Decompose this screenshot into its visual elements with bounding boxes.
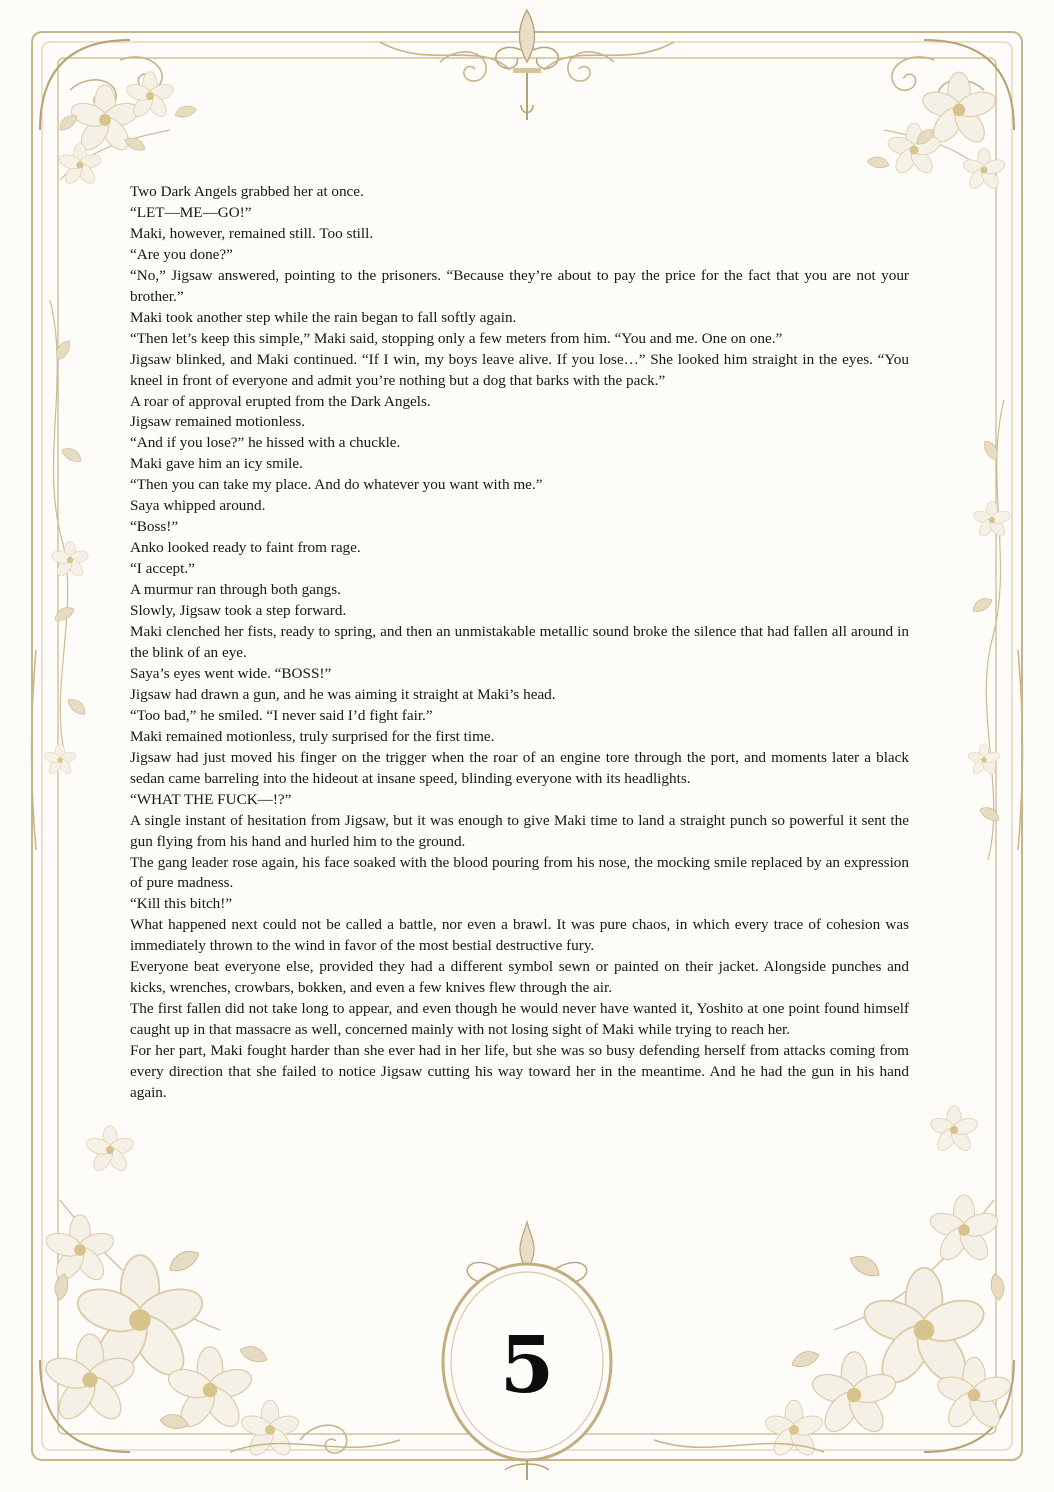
paragraph: “WHAT THE FUCK—!?” [130, 790, 292, 808]
paragraph: “I accept.” [130, 560, 195, 578]
paragraph: “Too bad,” he smiled. “I never said I’d fight fair.” [130, 706, 433, 724]
corner-ornament-top-left-icon [40, 40, 197, 186]
corner-ornament-top-right-icon [867, 40, 1014, 191]
paragraph: The first fallen did not take long to appear, and even though he would never have wanted it, Yoshito at one point found himself caught up in that massacre as well, concerned mainly with not losing sight of Maki while trying to reach her. [130, 1000, 909, 1039]
paragraph: Maki remained motionless, truly surprised for the first time. [130, 727, 495, 745]
paragraph: Maki clenched her fists, ready to spring, and then an unmistakable metallic sound broke the silence that had fallen all around in the blink of an eye. [130, 623, 909, 661]
white-flower-cluster-bottom-right-icon [654, 1106, 1014, 1460]
paragraph: Saya’s eyes went wide. “BOSS!” [130, 664, 332, 682]
paragraph: “And if you lose?” he hissed with a chuckle. [130, 434, 401, 452]
paragraph: What happened next could not be called a battle, nor even a brawl. It was pure chaos, in which every trace of cohesion was immediately thrown to the wind in favor of the most bestial destructive fury. [130, 916, 909, 955]
paragraph: “Then you can take my place. And do whatever you want with me.” [130, 476, 543, 494]
vine-right-icon [967, 400, 1012, 860]
paragraph: “Boss!” [130, 518, 179, 536]
paragraph: A single instant of hesitation from Jigsaw, but it was enough to give Maki time to land a straight punch so powerful it sent the gun flying from his hand and hurled him to the ground. [130, 811, 909, 850]
paragraph: Two Dark Angels grabbed her at once. [130, 183, 364, 200]
paragraph: “No,” Jigsaw answered, pointing to the prisoners. “Because they’re about to pay the price for the fact that you are not your brother.” [130, 266, 909, 305]
paragraph: Maki, however, remained still. Too still. [130, 224, 374, 242]
paragraph: Slowly, Jigsaw took a step forward. [130, 602, 347, 620]
paragraph: The gang leader rose again, his face soaked with the blood pouring from his nose, the mocking smile replaced by an expression of pure madness. [130, 853, 909, 892]
paragraph: Maki took another step while the rain began to fall softly again. [130, 308, 517, 326]
page-number: 5 [499, 1320, 555, 1411]
story-text [130, 182, 909, 1104]
paragraph: “LET—ME—GO!” [130, 203, 252, 221]
vine-left-icon [43, 300, 90, 776]
paragraph: Jigsaw remained motionless. [130, 413, 306, 431]
paragraph: Jigsaw had just moved his finger on the trigger when the roar of an engine tore through the port, and moments later a black sedan came barreling into the hideout at insane speed, blinding everyone with its headlights. [130, 748, 909, 787]
paragraph: “Are you done?” [130, 245, 233, 263]
paragraph: A roar of approval erupted from the Dark Angels. [130, 392, 431, 410]
paragraph: Everyone beat everyone else, provided they had a different symbol sewn or painted on their jacket. Alongside punches and kicks, wrenches, crowbars, bokken, and even a few knives flew through the air. [130, 958, 909, 997]
paragraph: “Then let’s keep this simple,” Maki said, stopping only a few meters from him. “You and me. One on one.” [130, 329, 783, 347]
paragraph: Anko looked ready to faint from rage. [130, 539, 361, 557]
white-flower-cluster-bottom-left-icon [40, 1126, 400, 1460]
paragraph: “Kill this bitch!” [130, 895, 233, 913]
paragraph: Jigsaw had drawn a gun, and he was aiming it straight at Maki’s head. [130, 685, 556, 703]
paragraph: Jigsaw blinked, and Maki continued. “If I win, my boys leave alive. If you lose…” She looked him straight in the eyes. “You kneel in front of everyone and admit you’re nothing but a dog that barks with the pack.” [130, 350, 909, 389]
paragraph: Saya whipped around. [130, 497, 266, 515]
paragraph: Maki gave him an icy smile. [130, 455, 303, 473]
paragraph: A murmur ran through both gangs. [130, 581, 341, 599]
paragraph: For her part, Maki fought harder than she ever had in her life, but she was so busy defending herself from attacks coming from every direction that she failed to notice Jigsaw cutting his way toward her in the meantime. And he had the gun in his hand again. [130, 1042, 909, 1101]
